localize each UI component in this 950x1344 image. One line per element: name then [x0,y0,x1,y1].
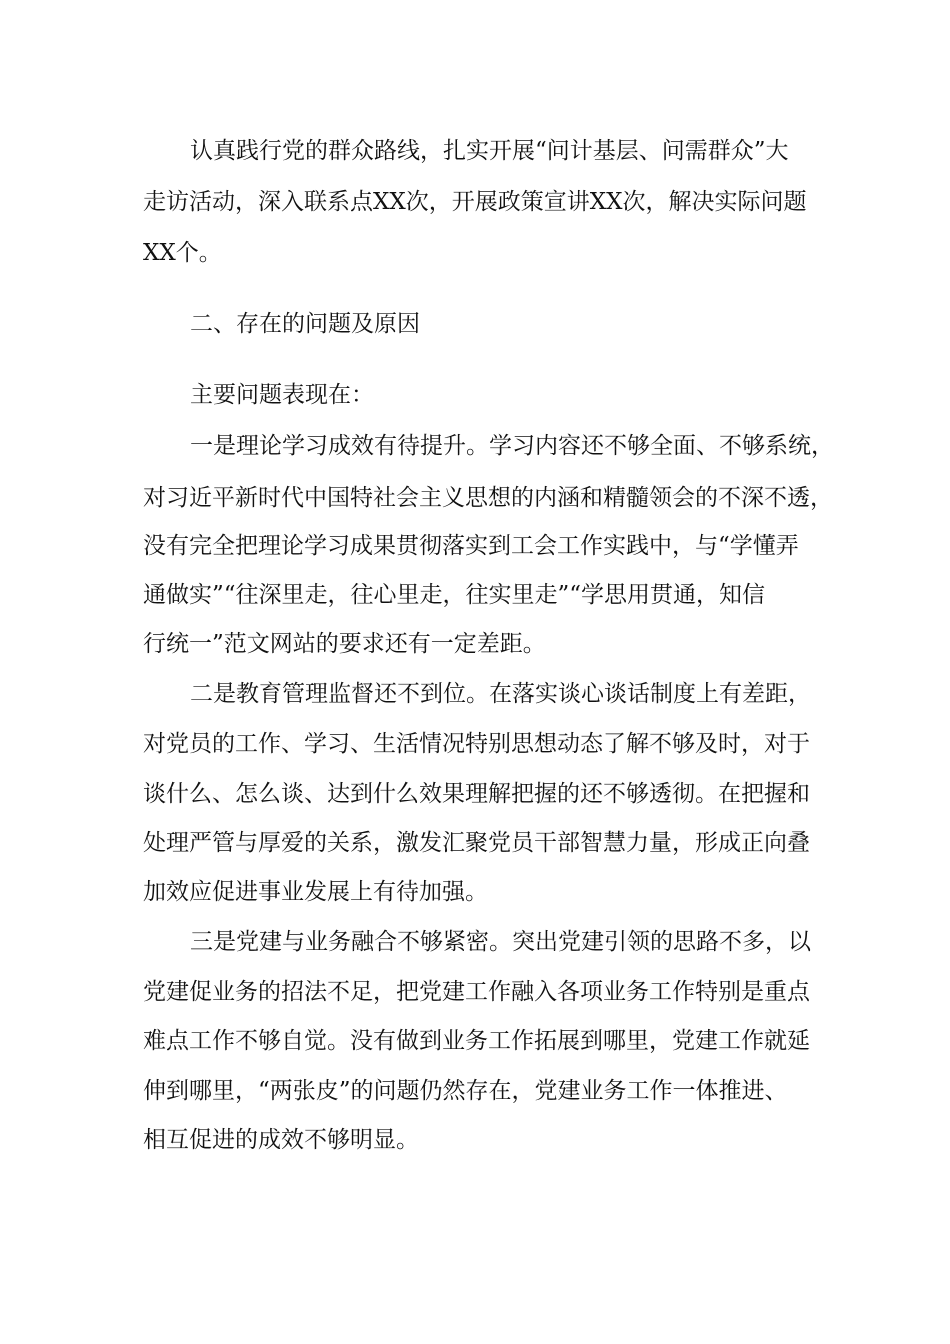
paragraph-intro-line-2: 走访活动，深入联系点XX次，开展政策宣讲XX次，解决实际问题 [143,189,807,215]
problem-2-line-4: 处理严管与厚爱的关系，激发汇聚党员干部智慧力量，形成正向叠 [143,830,810,856]
section-heading: 二、存在的问题及原因 [190,311,420,337]
problem-2-line-3: 谈什么、怎么谈、达到什么效果理解把握的还不够透彻。在把握和 [143,781,810,807]
problem-1-line-2: 对习近平新时代中国特社会主义思想的内涵和精髓领会的不深不透， [143,485,833,511]
problem-1-line-3: 没有完全把理论学习成果贯彻落实到工会工作实践中，与“学懂弄 [143,533,799,559]
problem-1-line-4: 通做实”“往深里走，往心里走，往实里走”“学思用贯通，知信 [143,582,766,608]
paragraph-intro-line-3: XX个。 [143,240,222,266]
problem-1-line-5: 行统一”范文网站的要求还有一定差距。 [143,631,546,657]
problem-3-line-1: 三是党建与业务融合不够紧密。突出党建引领的思路不多，以 [190,929,811,955]
problem-2-line-5: 加效应促进事业发展上有待加强。 [143,879,488,905]
problem-3-line-3: 难点工作不够自觉。没有做到业务工作拓展到哪里，党建工作就延 [143,1028,810,1054]
paragraph-intro-line-1: 认真践行党的群众路线，扎实开展“问计基层、问需群众”大 [190,138,789,164]
problem-3-line-4: 伸到哪里，“两张皮”的问题仍然存在，党建业务工作一体推进、 [143,1078,788,1104]
problem-2-line-2: 对党员的工作、学习、生活情况特别思想动态了解不够及时，对于 [143,731,810,757]
problems-intro: 主要问题表现在： [190,382,374,408]
problem-1-line-1: 一是理论学习成效有待提升。学习内容还不够全面、不够系统， [190,433,834,459]
problem-3-line-5: 相互促进的成效不够明显。 [143,1127,419,1153]
problem-3-line-2: 党建促业务的招法不足，把党建工作融入各项业务工作特别是重点 [143,979,810,1005]
problem-2-line-1: 二是教育管理监督还不到位。在落实谈心谈话制度上有差距， [190,681,811,707]
